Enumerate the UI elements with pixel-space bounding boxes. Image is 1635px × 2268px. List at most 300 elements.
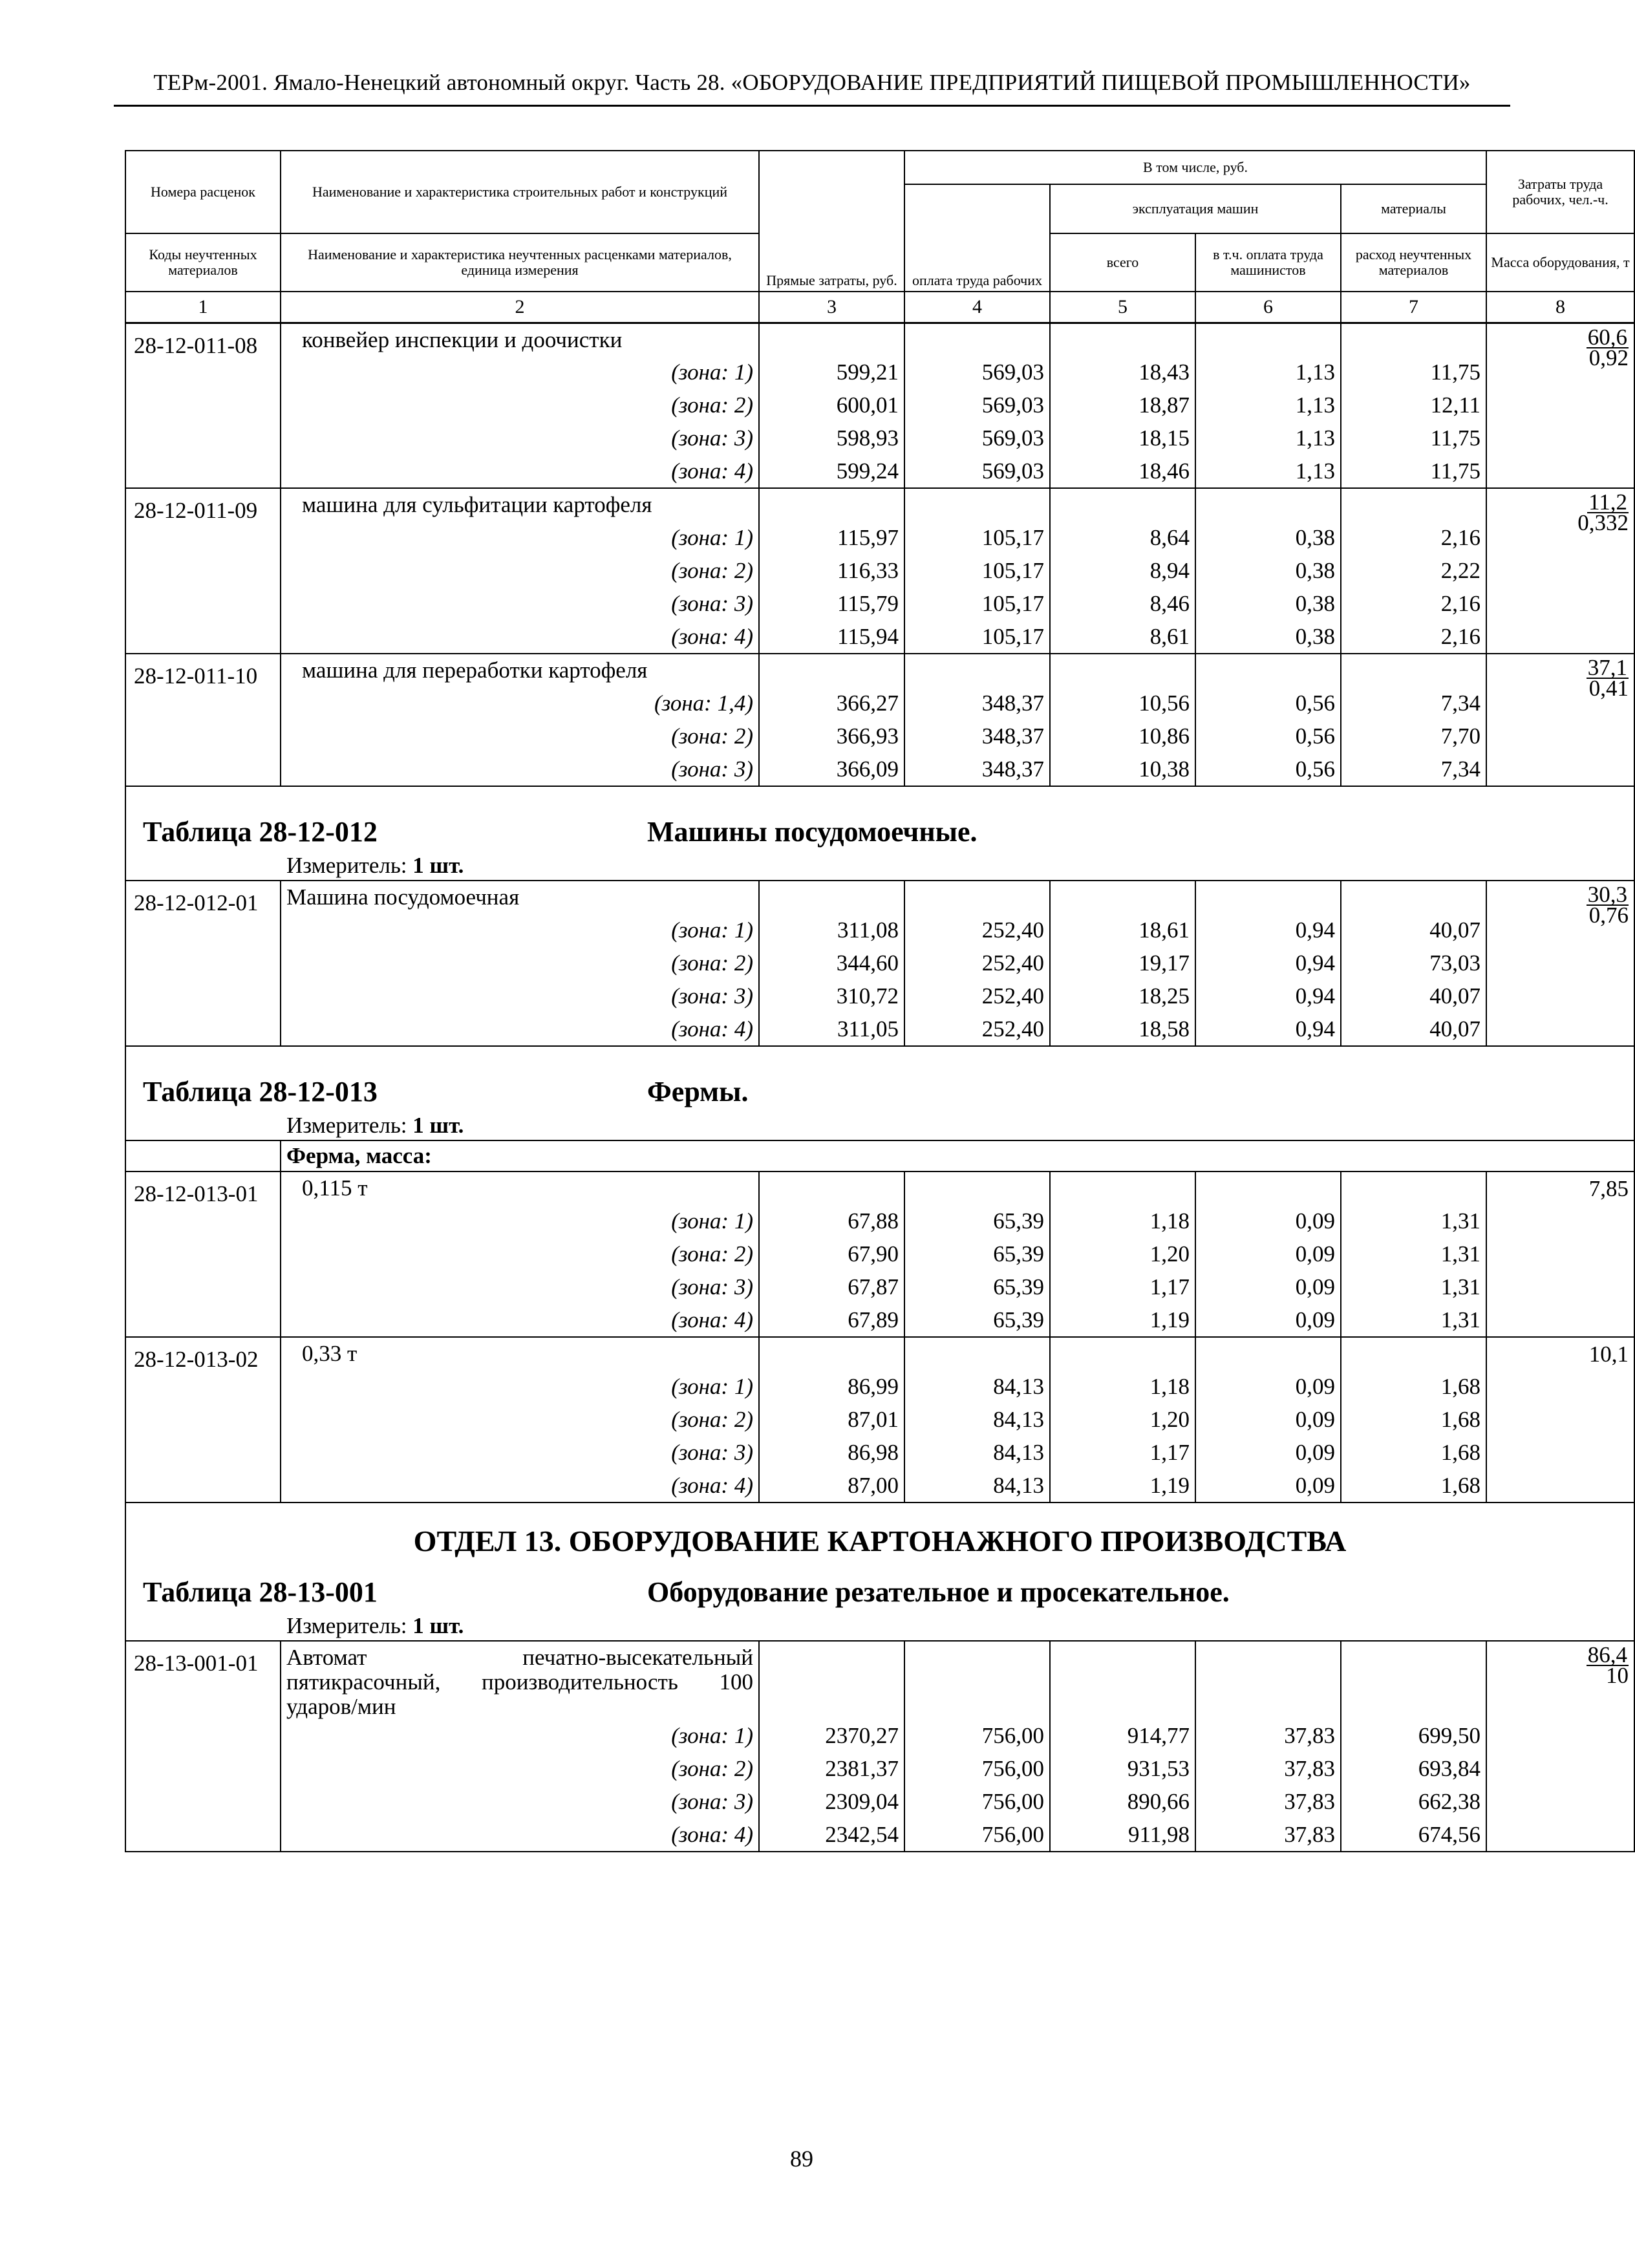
rate-name-text: машина для переработки картофеля <box>302 658 648 683</box>
cost-value: 0,09 <box>1195 1469 1341 1503</box>
cost-value: 0,09 <box>1195 1237 1341 1270</box>
zone-row <box>125 1469 1634 1503</box>
cost-value: 0,56 <box>1195 720 1341 753</box>
cost-value: 105,17 <box>904 554 1050 587</box>
cost-value: 0,09 <box>1195 1204 1341 1237</box>
cost-value: 115,79 <box>759 587 904 620</box>
cost-value: 8,46 <box>1050 587 1195 620</box>
rate-row <box>125 654 1634 687</box>
mass-value: 0,92 <box>1588 345 1629 370</box>
empty-cell <box>1341 654 1486 687</box>
cost-value: 0,94 <box>1195 1012 1341 1046</box>
labor-mass-cell <box>1486 1337 1634 1503</box>
cost-value: 65,39 <box>904 1237 1050 1270</box>
block-cutting-equipment <box>125 1641 1634 1852</box>
zone-label: (зона: 4) <box>281 1469 759 1503</box>
col-number: 7 <box>1341 292 1486 323</box>
col-number: 4 <box>904 292 1050 323</box>
section-28-13-001 <box>125 1503 1634 1641</box>
mass-value: 0,76 <box>1588 903 1629 928</box>
table-title: Оборудование резательное и просекательное. <box>647 1576 1230 1608</box>
cost-value: 87,01 <box>759 1403 904 1436</box>
col-labor-pay: оплата труда рабочих <box>904 184 1050 292</box>
zone-row <box>125 1012 1634 1046</box>
cost-value: 2,16 <box>1341 587 1486 620</box>
col-labor-bottom: Масса оборудования, т <box>1486 233 1634 292</box>
zone-row <box>125 356 1634 389</box>
cost-value: 311,05 <box>759 1012 904 1046</box>
empty-cell <box>759 323 904 356</box>
cost-value: 105,17 <box>904 587 1050 620</box>
cost-value: 10,56 <box>1050 687 1195 720</box>
col-labor-top: Затраты труда рабочих, чел.-ч. <box>1486 151 1634 233</box>
cost-value: 0,38 <box>1195 554 1341 587</box>
empty-cell <box>759 1171 904 1204</box>
zone-row <box>125 1370 1634 1403</box>
mass-value: 0,41 <box>1588 676 1629 701</box>
col-including: В том числе, руб. <box>904 151 1486 184</box>
running-header: ТЕРм-2001. Ямало-Ненецкий автономный округ. Часть 28. «ОБОРУДОВАНИЕ ПРЕДПРИЯТИЙ ПИЩЕВОЙ ПРОМЫШЛЕННОСТИ» <box>153 70 1471 95</box>
cost-value: 10,38 <box>1050 753 1195 786</box>
cost-value: 37,83 <box>1195 1752 1341 1785</box>
empty-cell <box>1195 488 1341 521</box>
zone-label: (зона: 1,4) <box>281 687 759 720</box>
cost-value: 756,00 <box>904 1752 1050 1785</box>
empty-cell <box>759 488 904 521</box>
col-number: 3 <box>759 292 904 323</box>
col-number: 6 <box>1195 292 1341 323</box>
cost-value: 105,17 <box>904 521 1050 554</box>
empty-cell <box>904 1171 1050 1204</box>
cost-value: 1,31 <box>1341 1204 1486 1237</box>
empty-cell <box>1195 1171 1341 1204</box>
cost-value: 7,34 <box>1341 753 1486 786</box>
cost-value: 40,07 <box>1341 914 1486 947</box>
zone-row <box>125 620 1634 654</box>
rate-code: 28-12-012-01 <box>125 881 281 1046</box>
cost-value: 911,98 <box>1050 1818 1195 1852</box>
rate-name <box>281 323 759 356</box>
zone-label: (зона: 1) <box>281 521 759 554</box>
col-number: 1 <box>125 292 281 323</box>
cost-value: 0,94 <box>1195 979 1341 1012</box>
cost-value: 11,75 <box>1341 422 1486 455</box>
cost-value: 84,13 <box>904 1370 1050 1403</box>
cost-value: 0,94 <box>1195 914 1341 947</box>
cost-value: 914,77 <box>1050 1719 1195 1752</box>
cost-value: 67,89 <box>759 1303 904 1337</box>
zone-row <box>125 753 1634 786</box>
zone-row <box>125 1270 1634 1303</box>
zone-label: (зона: 4) <box>281 1012 759 1046</box>
group-title: Ферма, масса: <box>286 1143 432 1168</box>
zone-row <box>125 1436 1634 1469</box>
cost-value: 87,00 <box>759 1469 904 1503</box>
labor-value: 30,3 <box>1587 882 1628 907</box>
table-label: Таблица 28-12-012 <box>143 816 378 848</box>
rate-code: 28-12-013-02 <box>125 1337 281 1503</box>
zone-label: (зона: 3) <box>281 1270 759 1303</box>
zone-row <box>125 554 1634 587</box>
cost-value: 890,66 <box>1050 1785 1195 1818</box>
empty-cell <box>1341 881 1486 914</box>
cost-value: 1,31 <box>1341 1237 1486 1270</box>
cost-value: 8,64 <box>1050 521 1195 554</box>
cost-value: 18,87 <box>1050 389 1195 422</box>
col-codes-top: Номера расценок <box>125 151 281 233</box>
empty-cell <box>1050 881 1195 914</box>
zone-row <box>125 979 1634 1012</box>
cost-value: 18,15 <box>1050 422 1195 455</box>
rate-name-text: Автомат печатно-высекательный пятикрасочный, производительность 100 ударов/мин <box>286 1645 753 1719</box>
col-direct: Прямые затраты, руб. <box>759 151 904 292</box>
cost-value: 84,13 <box>904 1403 1050 1436</box>
zone-label: (зона: 3) <box>281 422 759 455</box>
zone-row <box>125 1237 1634 1270</box>
rate-name <box>281 1171 759 1204</box>
cost-value: 252,40 <box>904 979 1050 1012</box>
cost-value: 11,75 <box>1341 455 1486 488</box>
cost-value: 252,40 <box>904 1012 1050 1046</box>
cost-value: 1,19 <box>1050 1469 1195 1503</box>
cost-value: 2,22 <box>1341 554 1486 587</box>
cost-value: 599,24 <box>759 455 904 488</box>
empty-cell <box>904 881 1050 914</box>
cost-value: 19,17 <box>1050 947 1195 979</box>
cost-value: 65,39 <box>904 1204 1050 1237</box>
zone-row <box>125 1818 1634 1852</box>
cost-value: 0,56 <box>1195 753 1341 786</box>
zone-label: (зона: 4) <box>281 620 759 654</box>
rate-name-text: Машина посудомоечная <box>286 884 520 910</box>
table-meter: Измеритель: 1 шт. <box>286 1613 464 1638</box>
zone-label: (зона: 4) <box>281 1818 759 1852</box>
cost-value: 1,20 <box>1050 1237 1195 1270</box>
zone-label: (зона: 2) <box>281 1752 759 1785</box>
zone-row <box>125 1752 1634 1785</box>
zone-label: (зона: 3) <box>281 753 759 786</box>
cost-value: 2309,04 <box>759 1785 904 1818</box>
cost-value: 598,93 <box>759 422 904 455</box>
col-number: 5 <box>1050 292 1195 323</box>
cost-value: 1,13 <box>1195 356 1341 389</box>
labor-mass-cell <box>1486 1641 1634 1852</box>
cost-value: 65,39 <box>904 1270 1050 1303</box>
labor-mass-cell <box>1486 881 1634 1046</box>
cost-value: 0,56 <box>1195 687 1341 720</box>
rate-row <box>125 1641 1634 1719</box>
cost-value: 1,68 <box>1341 1403 1486 1436</box>
rate-name <box>281 1337 759 1370</box>
cost-value: 348,37 <box>904 687 1050 720</box>
cost-value: 2,16 <box>1341 620 1486 654</box>
cost-value: 252,40 <box>904 914 1050 947</box>
cost-value: 84,13 <box>904 1436 1050 1469</box>
page-number: 89 <box>790 2146 813 2172</box>
cost-value: 115,97 <box>759 521 904 554</box>
rate-code: 28-12-011-10 <box>125 654 281 786</box>
cost-value: 37,83 <box>1195 1785 1341 1818</box>
empty-cell <box>1341 1171 1486 1204</box>
empty-cell <box>1341 488 1486 521</box>
cost-value: 1,20 <box>1050 1403 1195 1436</box>
cost-value: 699,50 <box>1341 1719 1486 1752</box>
rate-row <box>125 1171 1634 1204</box>
block-potato-equipment <box>125 323 1634 786</box>
rate-name <box>281 1641 759 1719</box>
zone-row <box>125 422 1634 455</box>
zone-label: (зона: 1) <box>281 1204 759 1237</box>
rate-name <box>281 881 759 914</box>
cost-value: 1,31 <box>1341 1303 1486 1337</box>
cost-value: 7,70 <box>1341 720 1486 753</box>
cost-value: 1,18 <box>1050 1370 1195 1403</box>
cost-value: 116,33 <box>759 554 904 587</box>
zone-label: (зона: 3) <box>281 1785 759 1818</box>
empty-cell <box>1050 1641 1195 1719</box>
cost-value: 366,09 <box>759 753 904 786</box>
zone-row <box>125 1303 1634 1337</box>
cost-value: 18,43 <box>1050 356 1195 389</box>
cost-value: 0,09 <box>1195 1403 1341 1436</box>
cost-value: 756,00 <box>904 1818 1050 1852</box>
cost-value: 348,37 <box>904 753 1050 786</box>
cost-value: 344,60 <box>759 947 904 979</box>
rate-name <box>281 654 759 687</box>
zone-label: (зона: 1) <box>281 356 759 389</box>
section-28-12-013 <box>125 1046 1634 1171</box>
empty-cell <box>1050 323 1195 356</box>
cost-value: 86,98 <box>759 1436 904 1469</box>
zone-row <box>125 1403 1634 1436</box>
cost-value: 115,94 <box>759 620 904 654</box>
cost-value: 569,03 <box>904 356 1050 389</box>
zone-label: (зона: 1) <box>281 1370 759 1403</box>
rate-row <box>125 323 1634 356</box>
rate-code: 28-13-001-01 <box>125 1641 281 1852</box>
cost-value: 1,19 <box>1050 1303 1195 1337</box>
empty-cell <box>1050 1171 1195 1204</box>
cost-value: 366,93 <box>759 720 904 753</box>
empty-cell <box>904 654 1050 687</box>
cost-value: 8,94 <box>1050 554 1195 587</box>
labor-value: 7,85 <box>1588 1176 1629 1201</box>
cost-value: 310,72 <box>759 979 904 1012</box>
cost-value: 931,53 <box>1050 1752 1195 1785</box>
col-machines-operators: в т.ч. оплата труда машинистов <box>1195 233 1341 292</box>
cost-value: 1,17 <box>1050 1270 1195 1303</box>
empty-cell <box>1195 1641 1341 1719</box>
zone-row <box>125 587 1634 620</box>
rate-code: 28-12-011-08 <box>125 323 281 488</box>
cost-value: 0,38 <box>1195 587 1341 620</box>
empty-cell <box>904 488 1050 521</box>
empty-cell <box>904 1641 1050 1719</box>
cost-value: 600,01 <box>759 389 904 422</box>
empty-cell <box>1050 654 1195 687</box>
cost-value: 569,03 <box>904 422 1050 455</box>
zone-row <box>125 1204 1634 1237</box>
col-machines-total: всего <box>1050 233 1195 292</box>
rate-name-text: машина для сульфитации картофеля <box>302 492 652 517</box>
cost-value: 0,38 <box>1195 521 1341 554</box>
zone-label: (зона: 2) <box>281 389 759 422</box>
rate-row <box>125 881 1634 914</box>
empty-cell <box>1195 881 1341 914</box>
mass-value: 10 <box>1606 1663 1629 1688</box>
labor-value: 86,4 <box>1587 1642 1628 1667</box>
zone-row <box>125 1719 1634 1752</box>
col-number: 8 <box>1486 292 1634 323</box>
cost-value: 1,31 <box>1341 1270 1486 1303</box>
cost-value: 18,61 <box>1050 914 1195 947</box>
cost-value: 674,56 <box>1341 1818 1486 1852</box>
cost-value: 0,09 <box>1195 1303 1341 1337</box>
labor-mass-cell <box>1486 488 1634 654</box>
zone-row <box>125 914 1634 947</box>
labor-mass-cell <box>1486 654 1634 786</box>
empty-cell <box>1050 488 1195 521</box>
table-title: Фермы. <box>647 1076 749 1107</box>
empty-cell <box>1195 323 1341 356</box>
cost-value: 1,68 <box>1341 1469 1486 1503</box>
empty-cell <box>1341 1641 1486 1719</box>
cost-value: 37,83 <box>1195 1818 1341 1852</box>
cost-value: 0,09 <box>1195 1436 1341 1469</box>
table-label: Таблица 28-13-001 <box>143 1576 378 1608</box>
cost-value: 40,07 <box>1341 1012 1486 1046</box>
cost-value: 37,83 <box>1195 1719 1341 1752</box>
cost-value: 0,09 <box>1195 1270 1341 1303</box>
table-header <box>125 151 1634 323</box>
zone-label: (зона: 3) <box>281 1436 759 1469</box>
zone-row <box>125 521 1634 554</box>
col-materials-unaccounted: расход неучтенных материалов <box>1341 233 1486 292</box>
zone-row <box>125 455 1634 488</box>
zone-label: (зона: 1) <box>281 1719 759 1752</box>
zone-label: (зона: 1) <box>281 914 759 947</box>
cost-value: 1,13 <box>1195 389 1341 422</box>
cost-value: 0,38 <box>1195 620 1341 654</box>
cost-value: 569,03 <box>904 389 1050 422</box>
col-materials: материалы <box>1341 184 1486 233</box>
estimates-table <box>125 150 1635 1852</box>
zone-label: (зона: 2) <box>281 947 759 979</box>
empty-cell <box>904 1337 1050 1370</box>
cost-value: 105,17 <box>904 620 1050 654</box>
cost-value: 599,21 <box>759 356 904 389</box>
cost-value: 366,27 <box>759 687 904 720</box>
cost-value: 348,37 <box>904 720 1050 753</box>
cost-value: 18,46 <box>1050 455 1195 488</box>
cost-value: 65,39 <box>904 1303 1050 1337</box>
labor-mass-cell <box>1486 323 1634 488</box>
empty-cell <box>759 654 904 687</box>
cost-value: 693,84 <box>1341 1752 1486 1785</box>
rate-name-text: 0,33 т <box>302 1341 358 1366</box>
zone-label: (зона: 2) <box>281 1237 759 1270</box>
rate-code: 28-12-011-09 <box>125 488 281 654</box>
zone-label: (зона: 2) <box>281 1403 759 1436</box>
col-name-bottom: Наименование и характеристика неучтенных расценками материалов, единица измерения <box>281 233 759 292</box>
cost-value: 67,90 <box>759 1237 904 1270</box>
empty-cell <box>1341 323 1486 356</box>
cost-value: 1,13 <box>1195 455 1341 488</box>
labor-value: 10,1 <box>1588 1342 1629 1367</box>
cost-value: 311,08 <box>759 914 904 947</box>
department-title: ОТДЕЛ 13. ОБОРУДОВАНИЕ КАРТОНАЖНОГО ПРОИЗВОДСТВА <box>413 1524 1347 1557</box>
zone-row <box>125 1785 1634 1818</box>
col-codes-bottom: Коды неучтенных материалов <box>125 233 281 292</box>
empty-cell <box>904 323 1050 356</box>
cost-value: 11,75 <box>1341 356 1486 389</box>
rate-name-text: конвейер инспекции и доочистки <box>302 326 623 352</box>
cost-value: 84,13 <box>904 1469 1050 1503</box>
cost-value: 756,00 <box>904 1785 1050 1818</box>
empty-cell <box>1195 1337 1341 1370</box>
cost-value: 1,68 <box>1341 1370 1486 1403</box>
cost-value: 2370,27 <box>759 1719 904 1752</box>
zone-row <box>125 389 1634 422</box>
block-dishwashers <box>125 881 1634 1046</box>
cost-value: 40,07 <box>1341 979 1486 1012</box>
cost-value: 73,03 <box>1341 947 1486 979</box>
empty-cell <box>1050 1337 1195 1370</box>
col-machines: эксплуатация машин <box>1050 184 1341 233</box>
cost-value: 12,11 <box>1341 389 1486 422</box>
zone-label: (зона: 4) <box>281 1303 759 1337</box>
cost-value: 1,68 <box>1341 1436 1486 1469</box>
cost-value: 7,34 <box>1341 687 1486 720</box>
col-number: 2 <box>281 292 759 323</box>
section-28-12-012 <box>125 786 1634 881</box>
cost-value: 67,87 <box>759 1270 904 1303</box>
labor-mass-cell <box>1486 1171 1634 1337</box>
rate-name-text: 0,115 т <box>302 1175 368 1201</box>
cost-value: 18,25 <box>1050 979 1195 1012</box>
cost-value: 0,94 <box>1195 947 1341 979</box>
zone-row <box>125 687 1634 720</box>
labor-value: 60,6 <box>1587 324 1628 350</box>
block-trusses <box>125 1171 1634 1503</box>
zone-label: (зона: 4) <box>281 455 759 488</box>
zone-row <box>125 947 1634 979</box>
cost-value: 252,40 <box>904 947 1050 979</box>
rate-name <box>281 488 759 521</box>
zone-label: (зона: 2) <box>281 554 759 587</box>
zone-label: (зона: 3) <box>281 587 759 620</box>
cost-value: 0,09 <box>1195 1370 1341 1403</box>
rate-row <box>125 488 1634 521</box>
cost-value: 662,38 <box>1341 1785 1486 1818</box>
cost-value: 2,16 <box>1341 521 1486 554</box>
mass-value: 0,332 <box>1577 510 1629 535</box>
table-meter: Измеритель: 1 шт. <box>286 1113 464 1138</box>
table-title: Машины посудомоечные. <box>647 816 978 848</box>
cost-value: 18,58 <box>1050 1012 1195 1046</box>
labor-value: 11,2 <box>1588 489 1628 515</box>
cost-value: 756,00 <box>904 1719 1050 1752</box>
labor-value: 37,1 <box>1587 655 1628 680</box>
zone-label: (зона: 2) <box>281 720 759 753</box>
cost-value: 1,13 <box>1195 422 1341 455</box>
cost-value: 86,99 <box>759 1370 904 1403</box>
cost-value: 2381,37 <box>759 1752 904 1785</box>
cost-value: 1,17 <box>1050 1436 1195 1469</box>
cost-value: 2342,54 <box>759 1818 904 1852</box>
rate-row <box>125 1337 1634 1370</box>
cost-value: 67,88 <box>759 1204 904 1237</box>
